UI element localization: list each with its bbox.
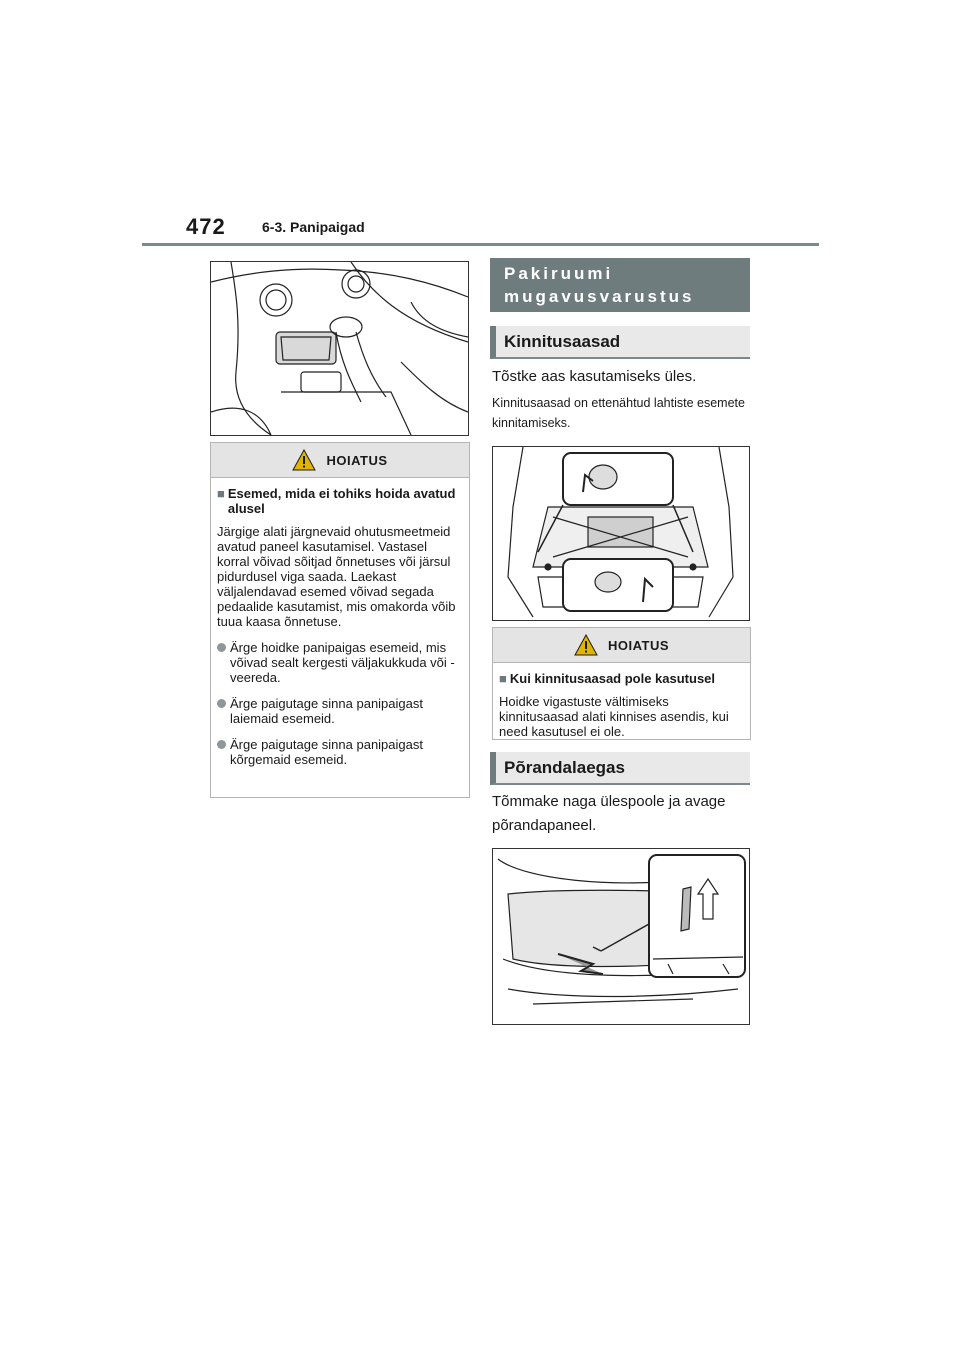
anchors-heading: Kinnitusaasad (490, 326, 750, 359)
warning-triangle-icon (292, 449, 316, 471)
warning-triangle-icon (574, 634, 598, 656)
floor-box-illustration (492, 848, 750, 1025)
warning-bullet (217, 737, 463, 767)
page-number: 472 (186, 214, 226, 239)
console-tray-illustration (210, 261, 469, 436)
warning-body (493, 663, 750, 747)
warning-bullet (217, 696, 463, 726)
square-bullet-icon: ■ (217, 486, 225, 501)
square-bullet-icon: ■ (499, 671, 507, 686)
warning-paragraph: Järgige alati järgnevaid ohutusmeetmeid avatud paneel kasutamisel. Vastasel korral võivad sõitjad õnnetuses või järsul pidurdusel viga saada. Laekast väljalendavad esemed võivad segada pedaalide kasutamist, mis omakorda võib tuua kaasa õnnetuse. (217, 524, 456, 629)
floor-box-instruction: Tõmmake naga ülespoole ja avage põrandapaneel. (492, 793, 726, 834)
warning-subheading (217, 486, 463, 516)
dot-bullet-icon (217, 699, 226, 708)
warning-subheading (499, 671, 744, 686)
anchor-warning-box (492, 627, 751, 740)
warning-bullet (217, 640, 463, 685)
left-warning-box (210, 442, 470, 798)
header-rule (142, 243, 819, 246)
warning-bullet-text: Ärge paigutage sinna panipaigast kõrgemaid esemeid. (230, 737, 423, 767)
anchors-instruction: Tõstke aas kasutamiseks üles. (492, 368, 697, 385)
floor-box-heading: Põrandalaegas (490, 752, 750, 785)
dot-bullet-icon (217, 643, 226, 652)
section-reference: 6-3. Panipaigad (262, 219, 365, 235)
cargo-anchors-illustration (492, 446, 750, 621)
warning-header (493, 628, 750, 663)
warning-body (211, 478, 469, 775)
warning-title: HOIATUS (326, 452, 388, 468)
warning-header (211, 443, 469, 478)
warning-subheading-text: Esemed, mida ei tohiks hoida avatud alusel (227, 486, 456, 516)
warning-subheading-text: Kui kinnitusaasad pole kasutusel (509, 671, 716, 686)
warning-paragraph: Hoidke vigastuste vältimiseks kinnitusaasad alati kinnises asendis, kui need kasutusel ei ole. (499, 694, 729, 739)
warning-bullet-text: Ärge hoidke panipaigas esemeid, mis võivad sealt kergesti väljakukkuda või -veereda. (230, 640, 455, 685)
anchors-note: Kinnitusaasad on ettenähtud lahtiste esemete kinnitamiseks. (492, 396, 745, 430)
section-banner: Pakiruumi mugavusvarustus (490, 258, 750, 312)
dot-bullet-icon (217, 740, 226, 749)
warning-title: HOIATUS (607, 637, 670, 653)
warning-bullet-text: Ärge paigutage sinna panipaigast laiemaid esemeid. (230, 696, 423, 726)
